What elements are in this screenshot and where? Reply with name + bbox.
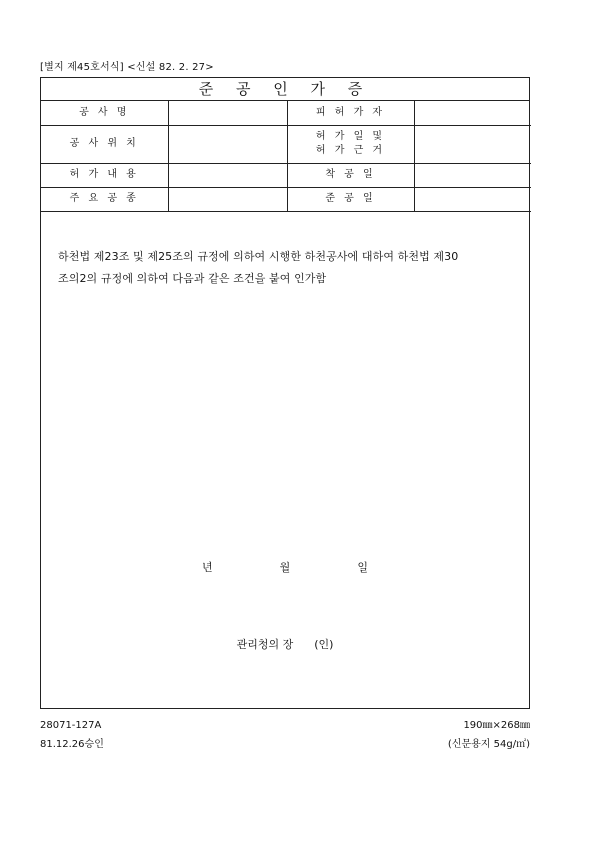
table-row bbox=[41, 187, 531, 211]
signature-line bbox=[41, 636, 529, 652]
footer-right bbox=[448, 716, 530, 754]
info-table bbox=[41, 101, 531, 212]
table-row bbox=[41, 101, 531, 125]
form-number: 28071-127A bbox=[40, 720, 102, 731]
approval-date: 81.12.26승인 bbox=[40, 739, 104, 750]
date-month-label: 월 bbox=[279, 561, 291, 574]
completion-approval-form bbox=[40, 77, 530, 709]
field-construction-name[interactable] bbox=[168, 101, 287, 125]
label-permit-basis-line: 허 가 근 거 bbox=[315, 145, 386, 156]
footer-left bbox=[40, 716, 104, 754]
form-title: 준 공 인 가 증 bbox=[41, 78, 529, 101]
seal-mark: (인) bbox=[314, 638, 334, 651]
field-permit-date-basis[interactable] bbox=[414, 125, 531, 163]
label-construction-location: 공 사 위 치 bbox=[41, 125, 168, 163]
field-completion-date[interactable] bbox=[414, 187, 531, 211]
field-main-works[interactable] bbox=[168, 187, 287, 211]
label-permit-date-line: 허 가 일 및 bbox=[315, 131, 386, 142]
table-row bbox=[41, 163, 531, 187]
statement-line-1: 하천법 제23조 및 제25조의 규정에 의하여 시행한 하천공사에 대하여 하천법 제30 bbox=[58, 250, 459, 263]
statement-line-2: 조의2의 규정에 의하여 다음과 같은 조건을 붙여 인가함 bbox=[58, 272, 327, 285]
label-start-date: 착 공 일 bbox=[287, 163, 414, 187]
paper-type: (신문용지 54g/㎡) bbox=[447, 739, 530, 750]
form-reference-note: [별지 제45호서식] <신설 82. 2. 27> bbox=[40, 62, 214, 73]
field-construction-location[interactable] bbox=[168, 125, 287, 163]
label-permittee: 피 허 가 자 bbox=[287, 101, 414, 125]
date-year-label: 년 bbox=[202, 561, 213, 574]
field-permit-details[interactable] bbox=[168, 163, 287, 187]
field-permittee[interactable] bbox=[414, 101, 531, 125]
date-line bbox=[41, 559, 529, 575]
label-permit-details: 허 가 내 용 bbox=[41, 163, 168, 187]
table-row bbox=[41, 125, 531, 163]
label-construction-name: 공 사 명 bbox=[41, 101, 168, 125]
field-start-date[interactable] bbox=[414, 163, 531, 187]
paper-size: 190㎜×268㎜ bbox=[463, 720, 530, 731]
authority-head-label: 관리청의 장 bbox=[236, 638, 294, 651]
approval-statement bbox=[58, 246, 518, 290]
date-day-label: 일 bbox=[357, 561, 368, 574]
label-permit-date-basis bbox=[287, 125, 414, 163]
label-main-works: 주 요 공 종 bbox=[41, 187, 168, 211]
label-completion-date: 준 공 일 bbox=[287, 187, 414, 211]
